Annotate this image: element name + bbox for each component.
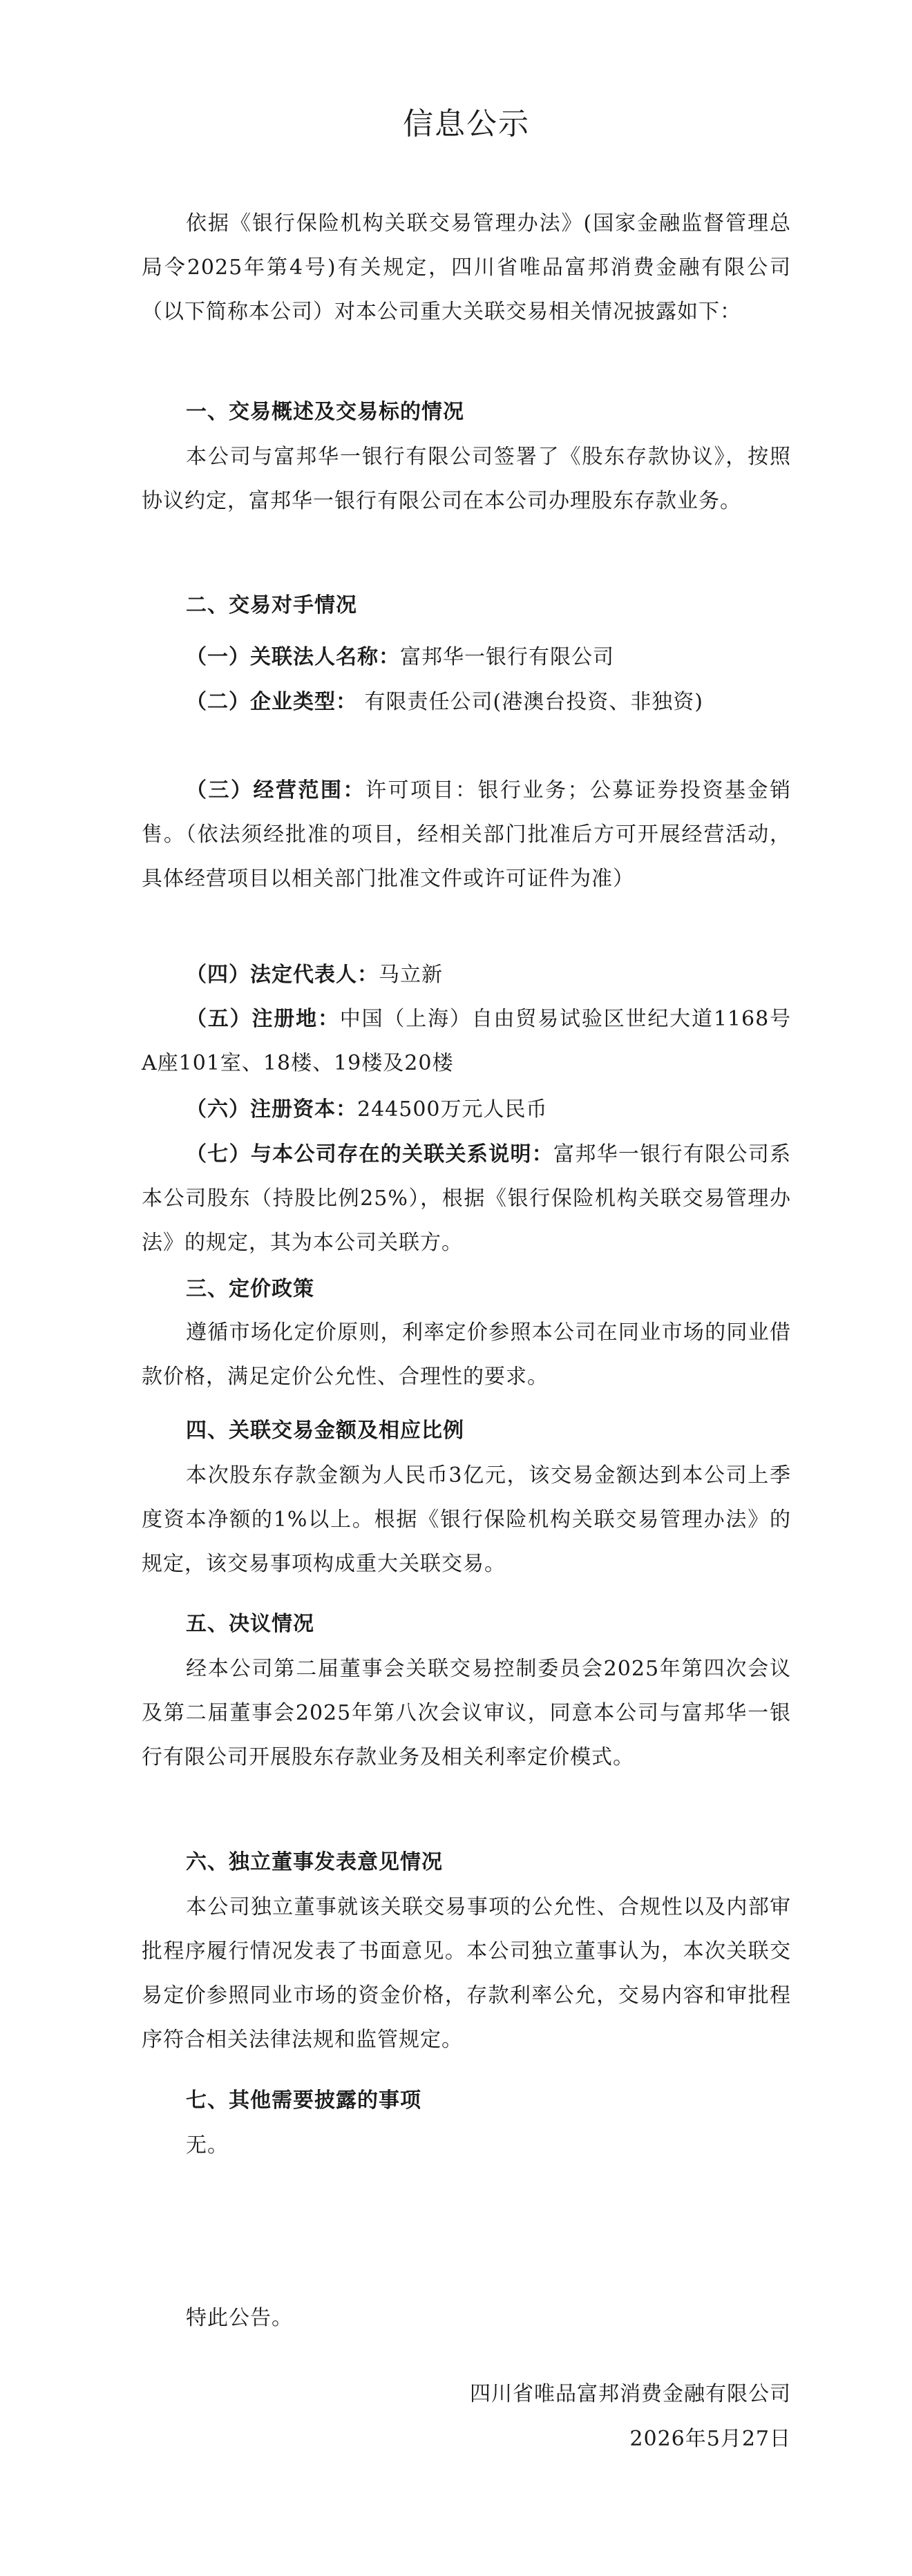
counterparty-relationship <box>142 1133 791 1265</box>
item-label: （一）关联法人名称： <box>186 645 400 669</box>
signature-company: 四川省唯品富邦消费金融有限公司 <box>470 2382 791 2406</box>
intro-paragraph: 依据《银行保险机构关联交易管理办法》(国家金融监督管理总局令2025年第4号)有关规定，四川省唯品富邦消费金融有限公司（以下简称本公司）对本公司重大关联交易相关情况披露如下： <box>142 211 791 324</box>
closing-statement: 特此公告。 <box>186 2306 293 2330</box>
item-value: 中国（上海）自由贸易试验区世纪大道1168号A座101室、18楼、19楼及20楼 <box>142 1007 791 1075</box>
counterparty-address <box>142 997 791 1086</box>
signature-date: 2026年5月27日 <box>629 2427 791 2451</box>
item-label: （三）经营范围： <box>186 778 365 802</box>
section-2-heading: 二、交易对手情况 <box>186 593 357 617</box>
item-value: 富邦华一银行有限公司系本公司股东（持股比例25%），根据《银行保险机构关联交易管理办法》的规定，其为本公司关联方。 <box>142 1142 792 1255</box>
item-label: （七）与本公司存在的关联关系说明： <box>186 1142 554 1166</box>
section-4-heading: 四、关联交易金额及相应比例 <box>186 1419 464 1443</box>
counterparty-capital <box>142 1088 791 1132</box>
item-label: （五）注册地： <box>186 1007 340 1031</box>
section-4-text: 本次股东存款金额为人民币3亿元，该交易金额达到本公司上季度资本净额的1%以上。根据《银行保险机构关联交易管理办法》的规定，该交易事项构成重大关联交易。 <box>142 1463 791 1576</box>
section-6-text: 本公司独立董事就该关联交易事项的公允性、合规性以及内部审批程序履行情况发表了书面意见。本公司独立董事认为，本次关联交易定价参照同业市场的资金价格，存款利率公允，交易内容和审批程序符合相关法律法规和监管规定。 <box>142 1895 791 2052</box>
section-5-text: 经本公司第二届董事会关联交易控制委员会2025年第四次会议及第二届董事会2025年第八次会议审议，同意本公司与富邦华一银行有限公司开展股东存款业务及相关利率定价模式。 <box>142 1657 791 1769</box>
section-7-heading: 七、其他需要披露的事项 <box>186 2088 421 2113</box>
item-value: 马立新 <box>379 963 443 987</box>
counterparty-type <box>142 680 791 724</box>
section-5-heading: 五、决议情况 <box>186 1612 314 1636</box>
page-title: 信息公示 <box>403 106 530 142</box>
item-label: （二）企业类型： <box>186 690 357 714</box>
section-3-heading: 三、定价政策 <box>186 1277 314 1301</box>
section-7-text: 无。 <box>186 2133 229 2157</box>
section-3-text: 遵循市场化定价原则，利率定价参照本公司在同业市场的同业借款价格，满足定价公允性、合理性的要求。 <box>142 1320 791 1389</box>
item-value: 244500万元人民币 <box>357 1097 548 1122</box>
section-1-heading: 一、交易概述及交易标的情况 <box>186 400 464 424</box>
item-value: 许可项目：银行业务；公募证券投资基金销售。（依法须经批准的项目，经相关部门批准后方可开展经营活动，具体经营项目以相关部门批准文件或许可证件为准） <box>142 778 791 891</box>
counterparty-name <box>142 635 791 680</box>
counterparty-legal-rep <box>142 953 791 997</box>
item-label: （六）注册资本： <box>186 1097 357 1122</box>
section-6-heading: 六、独立董事发表意见情况 <box>186 1850 443 1874</box>
counterparty-scope <box>142 769 791 901</box>
item-label: （四）法定代表人： <box>186 963 379 987</box>
item-value: 有限责任公司(港澳台投资、非独资) <box>357 690 703 714</box>
section-1-text: 本公司与富邦华一银行有限公司签署了《股东存款协议》，按照协议约定，富邦华一银行有限公司在本公司办理股东存款业务。 <box>142 445 791 513</box>
item-value: 富邦华一银行有限公司 <box>400 645 614 669</box>
